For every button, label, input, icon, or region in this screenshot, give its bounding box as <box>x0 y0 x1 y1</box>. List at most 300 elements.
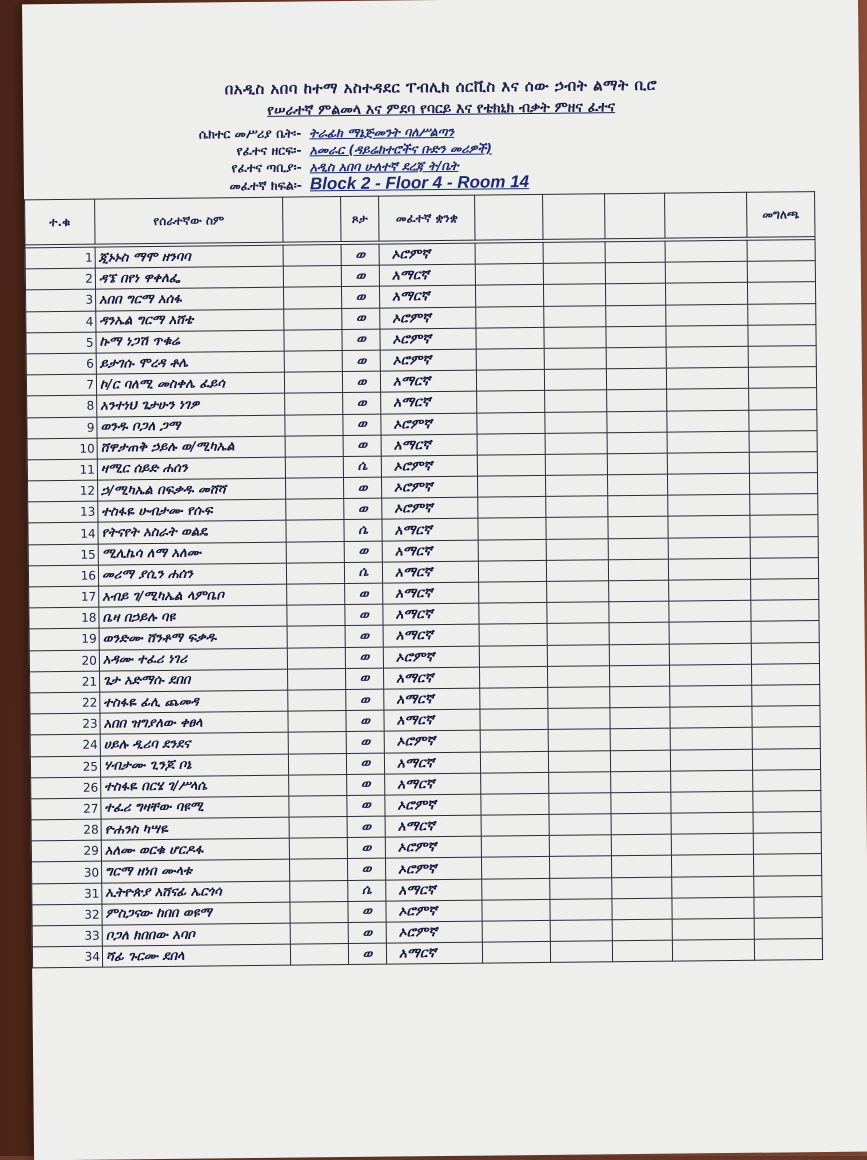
row-blank <box>481 836 549 858</box>
row-blank <box>546 517 608 539</box>
document-subtitle: የሠራተኛ ምልመላ እና ምደባ የባርይ እና የቴክኒክ ብቃት ምዘና ፈተና <box>267 99 616 119</box>
row-sex: ወ <box>347 816 385 838</box>
row-number: 18 <box>29 607 99 629</box>
row-blank <box>548 729 610 751</box>
row-blank <box>289 859 347 881</box>
row-remark <box>753 812 821 834</box>
row-name: ኃ/ሚካኤል በፍቃዱ መሸሻ <box>98 478 286 501</box>
meta-field-value: አመራር (ዳይሬክተሮችና ቡድን መሪዎች) <box>309 140 493 158</box>
row-blank <box>671 770 753 792</box>
row-blank <box>550 920 612 942</box>
row-language: ኦሮምኛ <box>381 476 477 498</box>
header-sex: ጾታ <box>341 196 379 241</box>
row-number: 33 <box>32 925 102 947</box>
row-blank <box>544 369 606 391</box>
row-name: ተስፋዬ ፊሊ ጨመዳ <box>100 690 288 713</box>
header-blank <box>543 194 605 240</box>
row-language: ኦሮምኛ <box>380 349 476 371</box>
row-name: አለሙ ወርቁ ሆርዶፋ <box>101 838 289 861</box>
row-blank <box>284 287 342 309</box>
row-language: አማርኛ <box>382 519 478 541</box>
row-blank <box>611 771 671 793</box>
row-name: ዛሚር ሰይድ ሐሰን <box>97 457 285 480</box>
row-blank <box>611 834 671 856</box>
row-blank <box>667 389 749 411</box>
row-sex: ወ <box>345 583 383 605</box>
row-blank <box>606 326 666 348</box>
row-blank <box>477 391 545 413</box>
row-sex: ሴ <box>343 456 381 478</box>
row-blank <box>672 918 754 940</box>
row-blank <box>547 602 609 624</box>
row-language: ኦሮምኛ <box>381 413 477 435</box>
row-name: አንተነህ ጌታሁን ነገዎ <box>97 393 285 416</box>
row-blank <box>285 456 343 478</box>
row-sex: ወ <box>342 308 380 330</box>
row-blank <box>284 308 342 330</box>
row-blank <box>288 753 346 775</box>
row-blank <box>548 708 610 730</box>
row-blank <box>482 920 550 942</box>
row-number: 17 <box>29 586 99 608</box>
row-remark <box>751 663 819 685</box>
row-number: 13 <box>28 501 98 523</box>
row-language: ኦሮምኛ <box>386 921 482 943</box>
row-sex: ወ <box>347 859 385 881</box>
row-blank <box>284 372 342 394</box>
row-language: አማርኛ <box>386 942 482 964</box>
row-remark <box>750 494 818 516</box>
row-language: አማርኛ <box>382 540 478 562</box>
row-blank <box>612 898 672 920</box>
row-blank <box>284 350 342 372</box>
row-blank <box>550 877 612 899</box>
row-name: ወንዱ ቦጋለ ጋማ <box>97 415 285 438</box>
row-blank <box>667 452 749 474</box>
row-blank <box>611 792 671 814</box>
row-number: 8 <box>27 395 97 417</box>
row-number: 24 <box>30 734 100 756</box>
row-blank <box>288 689 346 711</box>
meta-station-label: የፈተና ጣቢያ፡- <box>231 159 302 176</box>
row-language: ኦሮምኛ <box>381 455 477 477</box>
row-number: 29 <box>31 840 101 862</box>
row-blank <box>671 812 753 834</box>
row-name: አብይ ገ/ሚካኤል ላምቤቦ <box>99 584 287 607</box>
row-blank <box>610 686 670 708</box>
row-name: የትናየት አስራት ወልዴ <box>98 521 286 544</box>
row-sex: ወ <box>346 731 384 753</box>
row-language: አማርኛ <box>382 561 478 583</box>
row-blank <box>668 537 750 559</box>
row-remark <box>754 939 822 961</box>
row-blank <box>481 814 549 836</box>
row-blank <box>546 560 608 582</box>
row-blank <box>670 706 752 728</box>
row-blank <box>480 730 548 752</box>
row-sex: ወ <box>347 795 385 817</box>
row-number: 23 <box>30 713 100 735</box>
row-blank <box>480 687 548 709</box>
row-blank <box>665 261 747 283</box>
row-remark <box>754 896 822 918</box>
row-remark <box>748 367 816 389</box>
row-remark <box>751 579 819 601</box>
row-blank <box>482 942 550 964</box>
row-blank <box>290 901 348 923</box>
row-name: ጌታ አድማሱ ደበበ <box>100 669 288 692</box>
row-blank <box>283 266 341 288</box>
row-remark <box>753 769 821 791</box>
row-blank <box>550 899 612 921</box>
row-blank <box>549 835 611 857</box>
row-blank <box>480 709 548 731</box>
row-name: አበበ ግርማ አሰፋ <box>96 288 284 311</box>
row-blank <box>670 685 752 707</box>
row-name: ጂኑኑስ ማሞ ዘንባባ <box>95 245 283 268</box>
row-language: ኦሮምኛ <box>386 900 482 922</box>
row-sex: ወ <box>342 350 380 372</box>
row-sex: ሴ <box>344 520 382 542</box>
row-blank <box>669 600 751 622</box>
meta-sector-value: ትራፊክ ማኔጅመንት ባለሥልጣን <box>309 123 455 141</box>
row-blank <box>479 624 547 646</box>
row-blank <box>478 560 546 582</box>
row-blank <box>666 346 748 368</box>
row-blank <box>476 306 544 328</box>
row-language: አማርኛ <box>379 286 475 308</box>
row-blank <box>543 242 605 264</box>
row-number: 7 <box>26 374 96 396</box>
row-name: ቤዛ በኃይሉ ባዩ <box>99 605 287 628</box>
row-blank <box>667 473 749 495</box>
header-number: ተ.ቁ <box>25 199 95 245</box>
row-language: ኦሮምኛ <box>379 243 475 265</box>
row-blank <box>482 878 550 900</box>
row-blank <box>289 774 347 796</box>
row-blank <box>286 520 344 542</box>
row-number: 9 <box>27 417 97 439</box>
row-language: አማርኛ <box>383 667 479 689</box>
row-blank <box>607 411 667 433</box>
row-number: 2 <box>25 268 95 290</box>
row-blank <box>480 751 548 773</box>
row-sex: ወ <box>343 392 381 414</box>
row-blank <box>477 475 545 497</box>
row-sex: ወ <box>345 604 383 626</box>
row-number: 27 <box>31 798 101 820</box>
row-number: 26 <box>31 777 101 799</box>
row-blank <box>609 665 669 687</box>
row-blank <box>606 347 666 369</box>
row-blank <box>475 285 543 307</box>
row-name: ሸዋታጠቅ ኃይሉ ወ/ሚካኤል <box>97 436 285 459</box>
row-number: 16 <box>28 565 98 587</box>
row-blank <box>668 558 750 580</box>
row-remark <box>752 684 820 706</box>
row-blank <box>476 370 544 392</box>
row-blank <box>544 348 606 370</box>
row-remark <box>751 642 819 664</box>
row-blank <box>284 329 342 351</box>
row-blank <box>476 327 544 349</box>
row-blank <box>286 562 344 584</box>
row-remark <box>751 600 819 622</box>
row-sex: ወ <box>345 647 383 669</box>
row-blank <box>608 517 668 539</box>
row-blank <box>544 305 606 327</box>
header-remark: መግለጫ <box>747 192 815 238</box>
row-blank <box>549 814 611 836</box>
row-blank <box>607 389 667 411</box>
row-language: አማርኛ <box>384 688 480 710</box>
row-sex: ሴ <box>348 880 386 902</box>
row-number: 6 <box>26 353 96 375</box>
row-language: አማርኛ <box>383 582 479 604</box>
meta-room-label: መፈተኛ ክፍል፡- <box>229 177 303 194</box>
row-number: 15 <box>28 544 98 566</box>
row-remark <box>749 388 817 410</box>
row-remark <box>750 515 818 537</box>
row-number: 31 <box>32 883 102 905</box>
row-remark <box>754 918 822 940</box>
row-sex: ወ <box>346 753 384 775</box>
row-name: ኮ/ር ባለሚ መስቀሌ ፈይሳ <box>96 372 284 395</box>
header-blank <box>605 193 665 239</box>
row-sex: ወ <box>346 710 384 732</box>
row-blank <box>667 431 749 453</box>
row-blank <box>671 855 753 877</box>
row-number: 19 <box>29 628 99 650</box>
row-name: ተፈሪ ግዛቸው ባዩሚ <box>101 796 289 819</box>
row-remark <box>749 409 817 431</box>
row-language: ኦሮምኛ <box>383 646 479 668</box>
row-remark <box>751 621 819 643</box>
row-name: ምስጋናው ከበበ ወዩማ <box>102 902 290 925</box>
row-blank <box>547 666 609 688</box>
row-name: ኢትዮጵያ አሸናፊ ኤርጎሳ <box>102 881 290 904</box>
row-blank <box>667 410 749 432</box>
row-remark <box>747 282 815 304</box>
row-number: 21 <box>30 671 100 693</box>
row-remark <box>752 727 820 749</box>
row-name: አበበ ዝግያለው ቀፀላ <box>100 711 288 734</box>
row-language: ኦሮምኛ <box>385 836 481 858</box>
row-blank <box>611 856 671 878</box>
row-blank <box>287 626 345 648</box>
row-sex: ወ <box>348 901 386 923</box>
row-blank <box>546 538 608 560</box>
row-blank <box>666 325 748 347</box>
row-number: 30 <box>32 862 102 884</box>
row-number: 4 <box>26 311 96 333</box>
row-blank <box>478 497 546 519</box>
row-name: ዳኜ በየነ ዋቀለፌ <box>95 266 283 289</box>
candidate-table <box>24 191 823 969</box>
row-blank <box>549 771 611 793</box>
table-body <box>25 240 823 969</box>
row-blank <box>548 750 610 772</box>
meta-field-label: የፈተና ዘርፍ፡- <box>236 142 302 159</box>
row-sex: ወ <box>341 287 379 309</box>
row-blank <box>609 580 669 602</box>
row-language: አማርኛ <box>381 434 477 456</box>
row-language: አማርኛ <box>384 709 480 731</box>
row-blank <box>481 772 549 794</box>
row-blank <box>669 643 751 665</box>
row-remark <box>754 875 822 897</box>
row-blank <box>481 857 549 879</box>
row-language: አማርኛ <box>385 815 481 837</box>
row-blank <box>605 241 665 263</box>
row-number: 5 <box>26 332 96 354</box>
row-name: ተስፋዬ ሁብታሙ የሱፍ <box>98 499 286 522</box>
row-blank <box>606 305 666 327</box>
row-number: 25 <box>30 756 100 778</box>
row-language: አማርኛ <box>380 370 476 392</box>
row-blank <box>288 711 346 733</box>
header-language: መፈተኛ ቋንቋ <box>379 195 475 241</box>
row-blank <box>287 584 345 606</box>
row-blank <box>285 393 343 415</box>
row-sex: ወ <box>343 414 381 436</box>
row-blank <box>285 435 343 457</box>
meta-sector <box>173 124 454 143</box>
row-blank <box>608 538 668 560</box>
row-sex: ወ <box>341 244 379 266</box>
row-number: 12 <box>28 480 98 502</box>
row-remark <box>752 706 820 728</box>
row-blank <box>611 813 671 835</box>
row-blank <box>547 623 609 645</box>
meta-room-value: Block 2 - Floor 4 - Room 14 <box>309 172 530 194</box>
header-blank <box>475 194 543 240</box>
row-blank <box>545 411 607 433</box>
meta-field <box>173 140 492 159</box>
row-sex: ወ <box>344 541 382 563</box>
row-blank <box>543 284 605 306</box>
row-blank <box>612 877 672 899</box>
row-blank <box>547 644 609 666</box>
row-blank <box>477 433 545 455</box>
row-blank <box>286 541 344 563</box>
meta-sector-label: ሴክተር መሥሪያ ቤት፡- <box>198 125 302 142</box>
row-blank <box>477 412 545 434</box>
header-name: የሰራተኛው ስም <box>95 197 283 244</box>
row-language: ኦሮምኛ <box>380 307 476 329</box>
row-sex: ወ <box>348 943 386 965</box>
row-remark <box>747 240 815 262</box>
row-blank <box>482 899 550 921</box>
row-language: አማርኛ <box>383 625 479 647</box>
row-name: ይታገሱ ሞረዳ ቶሌ <box>96 351 284 374</box>
row-blank <box>477 454 545 476</box>
row-blank <box>608 495 668 517</box>
row-remark <box>752 748 820 770</box>
row-blank <box>549 793 611 815</box>
row-name: አዳሙ ተፈሪ ነገሪ <box>99 648 287 671</box>
row-blank <box>609 601 669 623</box>
row-blank <box>610 750 670 772</box>
row-language: ኦሮምኛ <box>380 328 476 350</box>
row-blank <box>285 414 343 436</box>
row-remark <box>753 790 821 812</box>
row-blank <box>669 664 751 686</box>
row-remark <box>753 833 821 855</box>
row-blank <box>609 623 669 645</box>
row-sex: ወ <box>342 371 380 393</box>
row-blank <box>476 348 544 370</box>
row-blank <box>545 390 607 412</box>
row-name: ኩማ ነጋሽ ጥቁሬ <box>96 330 284 353</box>
row-blank <box>546 496 608 518</box>
row-blank <box>287 605 345 627</box>
row-blank <box>290 880 348 902</box>
row-blank <box>545 475 607 497</box>
row-blank <box>608 559 668 581</box>
row-blank <box>672 939 754 961</box>
row-blank <box>290 923 348 945</box>
row-blank <box>478 518 546 540</box>
row-sex: ወ <box>345 626 383 648</box>
row-blank <box>669 622 751 644</box>
row-blank <box>479 581 547 603</box>
row-blank <box>290 944 348 966</box>
meta-room <box>174 172 529 196</box>
row-number: 10 <box>27 438 97 460</box>
row-remark <box>750 536 818 558</box>
row-sex: ወ <box>344 498 382 520</box>
row-language: ኦሮምኛ <box>385 794 481 816</box>
row-name: ሃብታሙ ጊንጆ ቦኔ <box>100 754 288 777</box>
header-blank <box>283 197 341 243</box>
row-blank <box>544 327 606 349</box>
row-name: ዳንኤል ግርማ አሸቴ <box>96 309 284 332</box>
row-blank <box>547 581 609 603</box>
row-blank <box>666 367 748 389</box>
row-sex: ወ <box>347 774 385 796</box>
row-blank <box>475 242 543 264</box>
row-blank <box>287 647 345 669</box>
row-remark <box>748 346 816 368</box>
row-remark <box>749 451 817 473</box>
row-language: አማርኛ <box>386 879 482 901</box>
row-blank <box>671 791 753 813</box>
row-blank <box>475 264 543 286</box>
row-name: ወንድሙ ሸንቶማ ፍቃዱ <box>99 627 287 650</box>
row-remark <box>748 303 816 325</box>
row-blank <box>289 817 347 839</box>
row-sex: ወ <box>348 922 386 944</box>
row-remark <box>749 473 817 495</box>
row-blank <box>665 240 747 262</box>
row-sex: ወ <box>341 265 379 287</box>
row-remark <box>749 430 817 452</box>
row-blank <box>668 495 750 517</box>
row-name: ሻፊ ጉርሙ ደበላ <box>102 944 290 967</box>
row-blank <box>612 940 672 962</box>
row-remark <box>747 261 815 283</box>
document-page <box>22 0 867 1160</box>
row-sex: ወ <box>343 435 381 457</box>
row-blank <box>610 707 670 729</box>
row-blank <box>543 263 605 285</box>
row-language: አማርኛ <box>383 603 479 625</box>
row-blank <box>548 687 610 709</box>
row-blank <box>668 516 750 538</box>
row-sex: ሴ <box>344 562 382 584</box>
row-number: 34 <box>32 946 102 968</box>
